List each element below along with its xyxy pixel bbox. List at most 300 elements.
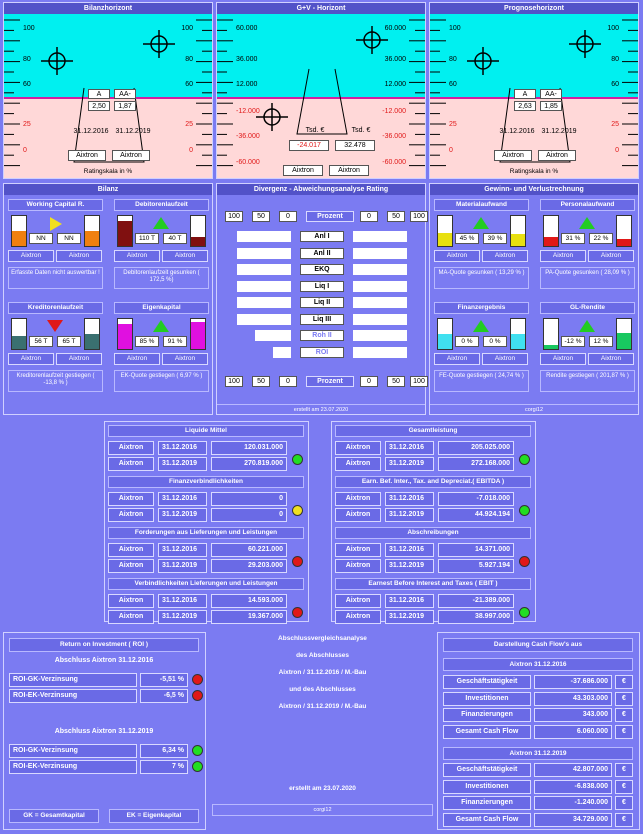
arrow-up-icon xyxy=(473,217,489,229)
cashflow-2016-title: Aixtron 31.12.2016 xyxy=(443,658,633,671)
tick-label: 60 xyxy=(611,81,619,88)
tick-label: 60 xyxy=(23,81,31,88)
divergenz-row-label: Roh II xyxy=(300,330,344,341)
gauge-bar xyxy=(11,215,27,247)
gauge-value: 12 % xyxy=(589,336,613,347)
cashflow-label: Geschäftstätigkeit xyxy=(443,675,531,689)
scale-value: 0 xyxy=(279,376,297,387)
horizon-company: Aixtron xyxy=(68,150,106,161)
company-cell: Aixtron xyxy=(108,492,154,506)
horizon-prognose-title: Prognosehorizont xyxy=(430,3,638,14)
scale-value: 100 xyxy=(410,376,428,387)
tick-label: 100 xyxy=(181,25,193,32)
roi-value: 7 % xyxy=(140,760,188,774)
company-button[interactable]: Aixtron xyxy=(482,250,528,262)
arrow-right-icon xyxy=(50,217,62,231)
horizon-date: 31.12.2016 xyxy=(73,128,109,135)
date-cell: 31.12.2019 xyxy=(385,457,434,471)
gauge-note: EK-Quote gestiegen ( 6,97 % ) xyxy=(114,370,209,392)
company-cell: Aixtron xyxy=(108,457,154,471)
tick-label: 60 xyxy=(185,81,193,88)
gauge-fill xyxy=(191,237,205,246)
rating-value: 2,50 xyxy=(88,101,110,111)
gauge-bar xyxy=(84,318,100,350)
divergenz-row-label: Anl I xyxy=(300,231,344,242)
cashflow-value: 42.807.000 xyxy=(534,763,612,777)
gauge-title: Materialaufwand xyxy=(434,199,529,211)
gauge-value: 40 T xyxy=(163,233,187,244)
horizon-date: 31.12.2019 xyxy=(541,128,577,135)
company-button[interactable]: Aixtron xyxy=(114,353,160,365)
value-cell: 120.031.000 xyxy=(211,441,287,455)
date-cell: 31.12.2016 xyxy=(385,594,434,608)
value-cell: 29.203.000 xyxy=(211,559,287,573)
gauge-value: NN xyxy=(29,233,53,244)
tick-label: -36.000 xyxy=(382,133,406,140)
value-cell: -21.389.000 xyxy=(438,594,514,608)
tick-label: -60.000 xyxy=(382,159,406,166)
gauge-bar xyxy=(190,215,206,247)
section-title: Earnest Before Interest and Taxes ( EBIT ) xyxy=(335,578,531,590)
divergenz-row-label: ROI xyxy=(300,347,344,358)
gauge-fill xyxy=(544,237,558,246)
cashflow-label: Geschäftstätigkeit xyxy=(443,763,531,777)
roi-value: -5,51 % xyxy=(140,673,188,687)
gauge-value: 65 T xyxy=(57,336,81,347)
summary-line: Abschlussvergleichsanalyse xyxy=(278,635,367,642)
status-indicator xyxy=(519,505,530,516)
unit-label: Tsd. € xyxy=(305,127,325,134)
value-cell: 44.924.194 xyxy=(438,508,514,522)
company-button[interactable]: Aixtron xyxy=(540,353,586,365)
company-button[interactable]: Aixtron xyxy=(540,250,586,262)
company-button[interactable]: Aixtron xyxy=(56,353,102,365)
tick-label: 80 xyxy=(23,56,31,63)
company-button[interactable]: Aixtron xyxy=(8,250,54,262)
rating-scale-label: Ratingskala in % xyxy=(509,168,559,175)
scale-label-prozent: Prozent xyxy=(306,376,354,387)
summary-line: des Abschlusses xyxy=(296,652,349,659)
roi-label: ROI-GK-Verzinsung xyxy=(9,673,137,687)
roi-label: ROI-EK-Verzinsung xyxy=(9,689,137,703)
value-cell: 19.367.000 xyxy=(211,610,287,624)
euro-icon: € xyxy=(615,813,633,827)
tick-label: -12.000 xyxy=(236,108,260,115)
date-cell: 31.12.2019 xyxy=(158,610,207,624)
divergenz-bar-right xyxy=(353,330,407,341)
company-button[interactable]: Aixtron xyxy=(434,353,480,365)
gauge-card xyxy=(8,199,103,299)
value-cell: 272.168.000 xyxy=(438,457,514,471)
rating-value: 1,85 xyxy=(540,101,562,111)
liquide-panel xyxy=(104,421,309,622)
scale-value: 50 xyxy=(252,211,270,222)
roi-legend-ek: EK = Eigenkapital xyxy=(109,809,199,823)
gauge-card xyxy=(114,199,209,299)
guv-panel xyxy=(429,183,639,415)
status-indicator xyxy=(292,454,303,465)
horizon-bilanz-title: Bilanzhorizont xyxy=(4,3,212,14)
gauge-note: MA-Quote gesunken ( 13,29 % ) xyxy=(434,267,529,289)
gauge-fill xyxy=(85,231,99,246)
company-button[interactable]: Aixtron xyxy=(434,250,480,262)
gauge-fill xyxy=(191,322,205,349)
status-indicator xyxy=(192,745,203,756)
euro-icon: € xyxy=(615,763,633,777)
value-cell: 60.221.000 xyxy=(211,543,287,557)
company-button[interactable]: Aixtron xyxy=(588,353,634,365)
section-title: Finanzverbindlichkeiten xyxy=(108,476,304,488)
cashflow-value: 6.060.000 xyxy=(534,725,612,739)
divergenz-title: Divergenz - Abweichungsanalyse Rating xyxy=(217,184,425,195)
gauge-fill xyxy=(438,334,452,349)
center-summary xyxy=(210,632,435,830)
status-indicator xyxy=(192,690,203,701)
horizon-guv xyxy=(216,2,426,179)
section-title: Earn. Bef. Inter., Tax. and Depreciat.( EBITDA ) xyxy=(335,476,531,488)
tick-label: 25 xyxy=(449,121,457,128)
tick-label: 36.000 xyxy=(384,56,406,63)
horizon-company: Aixtron xyxy=(494,150,532,161)
tick-label: 25 xyxy=(23,121,31,128)
scale-value: 100 xyxy=(225,376,243,387)
rating-label: A xyxy=(88,89,110,99)
divergenz-bar-left xyxy=(237,314,291,325)
gauge-bar xyxy=(11,318,27,350)
gauge-card xyxy=(540,302,635,402)
roi-panel xyxy=(3,632,206,830)
gauge-value: -12 % xyxy=(561,336,585,347)
company-button[interactable]: Aixtron xyxy=(482,353,528,365)
date-cell: 31.12.2016 xyxy=(158,492,207,506)
tick-label: 100 xyxy=(607,25,619,32)
divergenz-bar-left xyxy=(255,330,291,341)
scale-label-prozent: Prozent xyxy=(306,211,354,222)
center-footer: corgi12 xyxy=(212,804,433,816)
divergenz-row-label: Liq II xyxy=(300,297,344,308)
divergenz-bar-right xyxy=(353,314,407,325)
gauge-bar xyxy=(616,318,632,350)
company-cell: Aixtron xyxy=(335,543,381,557)
roi-abschluss-2016: Abschluss Aixtron 31.12.2016 xyxy=(54,657,154,664)
tick-label: -12.000 xyxy=(382,108,406,115)
roi-value: 6,34 % xyxy=(140,744,188,758)
company-button[interactable]: Aixtron xyxy=(162,353,208,365)
tick-label: 0 xyxy=(615,147,619,154)
gauge-bar xyxy=(437,318,453,350)
status-indicator xyxy=(292,505,303,516)
rating-label: AA- xyxy=(540,89,562,99)
gauge-card xyxy=(114,302,209,402)
horizon-guv-title: G+V - Horizont xyxy=(217,3,425,14)
center-created: erstellt am 23.07.2020 xyxy=(289,785,356,792)
gauge-fill xyxy=(544,345,558,349)
gauge-bar xyxy=(510,318,526,350)
divergenz-bar-left xyxy=(237,264,291,275)
gauge-card xyxy=(540,199,635,299)
gauge-value: 85 % xyxy=(135,336,159,347)
status-indicator xyxy=(519,454,530,465)
status-indicator xyxy=(192,674,203,685)
tick-label: 25 xyxy=(185,121,193,128)
divergenz-bar-right xyxy=(353,231,407,242)
gauge-card xyxy=(434,199,529,299)
company-button[interactable]: Aixtron xyxy=(162,250,208,262)
divergenz-footer: erstellt am 23.07.2020 xyxy=(217,404,425,415)
cashflow-title: Darstellung Cash Flow's aus xyxy=(443,638,633,652)
summary-line: Aixtron / 31.12.2016 / M.-Bau xyxy=(278,669,367,676)
tick-label: 60 xyxy=(449,81,457,88)
roi-value: -6,5 % xyxy=(140,689,188,703)
roi-abschluss-2019: Abschluss Aixtron 31.12.2019 xyxy=(54,728,154,735)
cashflow-label: Investitionen xyxy=(443,692,531,706)
tick-label: 60.000 xyxy=(384,25,406,32)
cashflow-label: Gesamt Cash Flow xyxy=(443,725,531,739)
tick-label: 25 xyxy=(611,121,619,128)
cashflow-label: Investitionen xyxy=(443,780,531,794)
unit-label: Tsd. € xyxy=(351,127,371,134)
status-indicator xyxy=(292,607,303,618)
gauge-fill xyxy=(438,233,452,247)
cashflow-value: -1.240.000 xyxy=(534,796,612,810)
company-cell: Aixtron xyxy=(108,594,154,608)
tick-label: 0 xyxy=(189,147,193,154)
gauge-title: Personalaufwand xyxy=(540,199,635,211)
gauge-value: 0 % xyxy=(455,336,479,347)
scale-value: 100 xyxy=(410,211,428,222)
gauge-note: FE-Quote gestiegen ( 24,74 % ) xyxy=(434,370,529,392)
gauge-title: Finanzergebnis xyxy=(434,302,529,314)
divergenz-bar-right xyxy=(353,297,407,308)
horizon-company: Aixtron xyxy=(112,150,150,161)
gauge-value: 45 % xyxy=(455,233,479,244)
gauge-fill xyxy=(617,333,631,350)
guv-footer: corgi12 xyxy=(430,404,638,415)
gauge-title: Kreditorenlaufzeit xyxy=(8,302,103,314)
cashflow-value: 34.729.000 xyxy=(534,813,612,827)
tick-label: 12.000 xyxy=(236,81,258,88)
rating-scale-label: Ratingskala in % xyxy=(83,168,133,175)
gauge-bar xyxy=(437,215,453,247)
horizon-company: Aixtron xyxy=(329,165,369,176)
status-indicator xyxy=(519,556,530,567)
gauge-title: Eigenkapital xyxy=(114,302,209,314)
value-cell: 205.025.000 xyxy=(438,441,514,455)
tick-label: 12.000 xyxy=(384,81,406,88)
status-indicator xyxy=(292,556,303,567)
status-indicator xyxy=(192,761,203,772)
scale-value: 50 xyxy=(252,376,270,387)
cashflow-value: -37.686.000 xyxy=(534,675,612,689)
tick-label: -60.000 xyxy=(236,159,260,166)
tick-label: -36.000 xyxy=(236,133,260,140)
company-cell: Aixtron xyxy=(108,508,154,522)
arrow-up-icon xyxy=(473,320,489,332)
divergenz-panel xyxy=(216,183,426,415)
gauge-value: 31 % xyxy=(561,233,585,244)
gauge-note: PA-Quote gesunken ( 28,09 % ) xyxy=(540,267,635,289)
gauge-value: 22 % xyxy=(589,233,613,244)
tick-label: 36.000 xyxy=(236,56,258,63)
gauge-bar xyxy=(616,215,632,247)
value-cell: 5.927.194 xyxy=(438,559,514,573)
date-cell: 31.12.2019 xyxy=(158,559,207,573)
divergenz-bar-right xyxy=(353,248,407,259)
tick-label: 0 xyxy=(23,147,27,154)
value-cell: 14.371.000 xyxy=(438,543,514,557)
arrow-up-icon xyxy=(153,320,169,332)
euro-icon: € xyxy=(615,692,633,706)
value-cell: -7.018.000 xyxy=(438,492,514,506)
gauge-value: 110 T xyxy=(135,233,159,244)
divergenz-bar-left xyxy=(237,297,291,308)
value-cell: 14.593.000 xyxy=(211,594,287,608)
gauge-bar xyxy=(84,215,100,247)
divergenz-row-label: Liq III xyxy=(300,314,344,325)
tick-label: 0 xyxy=(449,147,453,154)
company-cell: Aixtron xyxy=(108,543,154,557)
company-cell: Aixtron xyxy=(335,610,381,624)
bilanz-panel xyxy=(3,183,213,415)
company-cell: Aixtron xyxy=(108,610,154,624)
horizon-company: Aixtron xyxy=(283,165,323,176)
rating-label: A xyxy=(514,89,536,99)
divergenz-bar-right xyxy=(353,347,407,358)
arrow-up-icon xyxy=(579,320,595,332)
gauge-note: Debitorenlaufzeit gesunken ( 172,5 %) xyxy=(114,267,209,289)
divergenz-bar-left xyxy=(237,281,291,292)
cashflow-value: 43.303.000 xyxy=(534,692,612,706)
divergenz-row-label: Liq I xyxy=(300,281,344,292)
date-cell: 31.12.2016 xyxy=(158,543,207,557)
section-title: Abschreibungen xyxy=(335,527,531,539)
divergenz-bar-left xyxy=(237,248,291,259)
date-cell: 31.12.2019 xyxy=(158,457,207,471)
date-cell: 31.12.2019 xyxy=(385,559,434,573)
value-cell: 38.997.000 xyxy=(438,610,514,624)
date-cell: 31.12.2016 xyxy=(385,492,434,506)
status-indicator xyxy=(519,607,530,618)
gauge-value: 39 % xyxy=(483,233,507,244)
gauge-fill xyxy=(85,334,99,349)
date-cell: 31.12.2016 xyxy=(385,543,434,557)
euro-icon: € xyxy=(615,708,633,722)
gauge-fill xyxy=(118,221,132,247)
divergenz-bar-left xyxy=(237,231,291,242)
company-cell: Aixtron xyxy=(335,508,381,522)
rating-value: 1,87 xyxy=(114,101,136,111)
section-title: Gesamtleistung xyxy=(335,425,531,437)
company-button[interactable]: Aixtron xyxy=(114,250,160,262)
company-button[interactable]: Aixtron xyxy=(8,353,54,365)
roi-label: ROI-GK-Verzinsung xyxy=(9,744,137,758)
section-title: Forderungen aus Lieferungen und Leistungen xyxy=(108,527,304,539)
summary-line: und des Abschlusses xyxy=(289,686,356,693)
cashflow-2019-title: Aixtron 31.12.2019 xyxy=(443,747,633,760)
cashflow-label: Gesamt Cash Flow xyxy=(443,813,531,827)
euro-icon: € xyxy=(615,725,633,739)
gauge-title: Debitorenlaufzeit xyxy=(114,199,209,211)
date-cell: 31.12.2016 xyxy=(385,441,434,455)
tick-label: 80 xyxy=(449,56,457,63)
rating-value: 2,63 xyxy=(514,101,536,111)
scale-value: 0 xyxy=(279,211,297,222)
value-cell: 0 xyxy=(211,492,287,506)
gesamt-panel xyxy=(331,421,536,622)
gauge-note: Kreditorenlaufzeit gestiegen ( -13,8 % ) xyxy=(8,370,103,392)
company-button[interactable]: Aixtron xyxy=(56,250,102,262)
gauge-bar xyxy=(117,215,133,247)
company-cell: Aixtron xyxy=(335,559,381,573)
euro-icon: € xyxy=(615,675,633,689)
gauge-fill xyxy=(118,324,132,350)
divergenz-bar-right xyxy=(353,264,407,275)
tick-label: 60.000 xyxy=(236,25,258,32)
horizon-company: Aixtron xyxy=(538,150,576,161)
gauge-fill xyxy=(511,334,525,349)
bilanz-title: Bilanz xyxy=(4,184,212,195)
tick-label: 80 xyxy=(611,56,619,63)
gauge-card xyxy=(8,302,103,402)
gauge-value: 56 T xyxy=(29,336,53,347)
gauge-title: GL-Rendite xyxy=(540,302,635,314)
guv-value: -24.017 xyxy=(289,140,329,151)
rating-label: AA- xyxy=(114,89,136,99)
cashflow-label: Finanzierungen xyxy=(443,796,531,810)
gauge-value: NN xyxy=(57,233,81,244)
gauge-bar xyxy=(543,318,559,350)
scale-value: 100 xyxy=(225,211,243,222)
company-cell: Aixtron xyxy=(335,441,381,455)
euro-icon: € xyxy=(615,780,633,794)
gauge-bar xyxy=(190,318,206,350)
divergenz-bar-right xyxy=(353,281,407,292)
cashflow-value: -6.838.000 xyxy=(534,780,612,794)
divergenz-bar-left xyxy=(273,347,291,358)
summary-line: Aixtron / 31.12.2019 / M.-Bau xyxy=(278,703,367,710)
company-button[interactable]: Aixtron xyxy=(588,250,634,262)
horizon-prognose xyxy=(429,2,639,179)
gauge-bar xyxy=(510,215,526,247)
gauge-card xyxy=(434,302,529,402)
tick-label: 100 xyxy=(449,25,461,32)
date-cell: 31.12.2019 xyxy=(385,610,434,624)
gauge-fill xyxy=(511,234,525,246)
section-title: Verbindlichkeiten Lieferungen und Leistungen xyxy=(108,578,304,590)
date-cell: 31.12.2016 xyxy=(158,441,207,455)
gauge-value: 91 % xyxy=(163,336,187,347)
tick-label: 100 xyxy=(23,25,35,32)
euro-icon: € xyxy=(615,796,633,810)
guv-title: Gewinn- und Verlustrechnung xyxy=(430,184,638,195)
horizon-ticks xyxy=(217,14,425,180)
horizon-date: 31.12.2016 xyxy=(499,128,535,135)
company-cell: Aixtron xyxy=(108,441,154,455)
scale-value: 50 xyxy=(387,211,405,222)
scale-value: 0 xyxy=(360,211,378,222)
roi-title: Return on Investment ( ROI ) xyxy=(9,638,199,652)
company-cell: Aixtron xyxy=(335,457,381,471)
section-title: Liquide Mittel xyxy=(108,425,304,437)
date-cell: 31.12.2019 xyxy=(385,508,434,522)
value-cell: 0 xyxy=(211,508,287,522)
company-cell: Aixtron xyxy=(108,559,154,573)
roi-label: ROI-EK-Verzinsung xyxy=(9,760,137,774)
horizon-bilanz xyxy=(3,2,213,179)
roi-legend-gk: GK = Gesamtkapital xyxy=(9,809,99,823)
gauge-fill xyxy=(12,231,26,246)
date-cell: 31.12.2019 xyxy=(158,508,207,522)
